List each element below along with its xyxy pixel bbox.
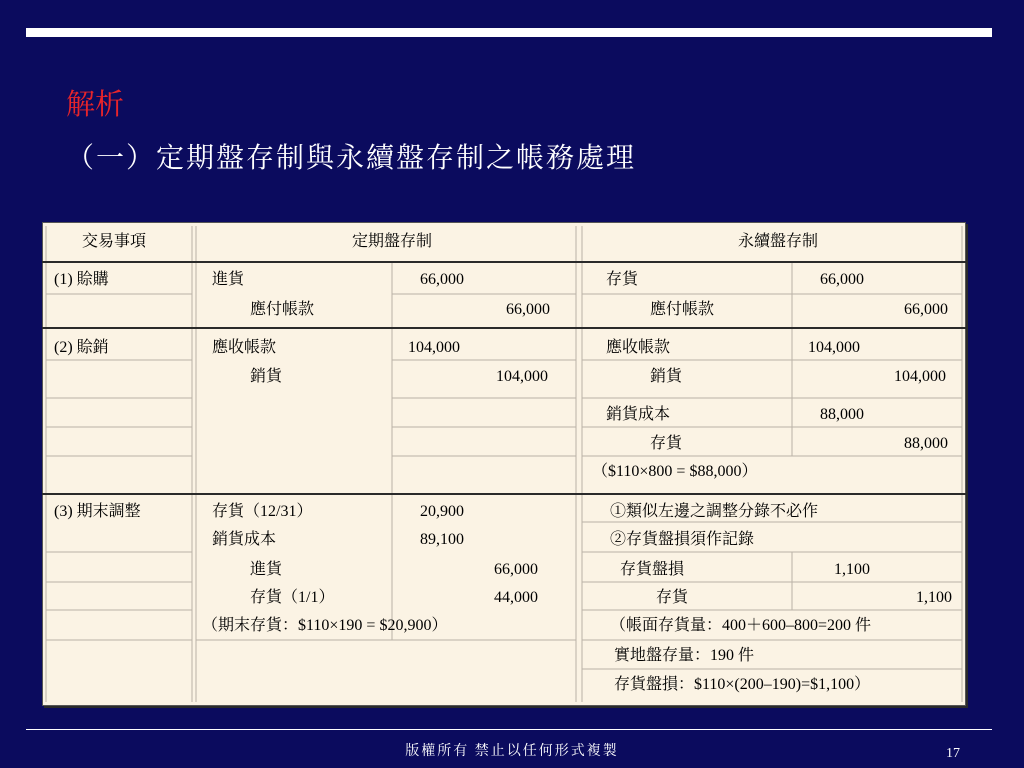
page-subtitle: （一）定期盤存制與永續盤存制之帳務處理 [66, 143, 637, 174]
r3-periodic-line3-amount: 66,000 [494, 561, 538, 578]
r3-periodic-line4-amount: 44,000 [494, 589, 538, 606]
event-1: (1) 賒購 [54, 271, 109, 288]
r3-periodic-line1-amount: 20,900 [420, 503, 464, 520]
r1-periodic-credit-account: 應付帳款 [250, 301, 315, 318]
r2-perpetual-debit-amount: 104,000 [808, 339, 860, 356]
r2-periodic-credit-account: 銷貨 [250, 368, 283, 385]
r1-perpetual-credit-account: 應付帳款 [650, 301, 715, 318]
r2-cogs-account: 銷貨成本 [606, 406, 671, 423]
r2-cogs-amount: 88,000 [820, 406, 864, 423]
page-number: 17 [946, 746, 960, 761]
r3-perpetual-credit-account: 存貨 [656, 589, 689, 606]
header-periodic: 定期盤存制 [352, 233, 433, 250]
r2-periodic-debit-account: 應收帳款 [212, 339, 277, 356]
event-3: (3) 期末調整 [54, 503, 141, 520]
r3-perpetual-line1: ①類似左邊之調整分錄不必作 [610, 503, 819, 520]
r3-periodic-line3-account: 進貨 [250, 561, 283, 578]
r3-perpetual-note2: 實地盤存量：190 件 [614, 647, 755, 664]
r1-periodic-debit-account: 進貨 [212, 271, 245, 288]
r3-periodic-line1-account: 存貨（12/31） [212, 503, 313, 520]
r3-perpetual-credit-amount: 1,100 [916, 589, 952, 606]
r1-perpetual-debit-amount: 66,000 [820, 271, 864, 288]
r1-perpetual-credit-amount: 66,000 [904, 301, 948, 318]
r2-perpetual-debit-account: 應收帳款 [606, 339, 671, 356]
r2-periodic-debit-amount: 104,000 [408, 339, 460, 356]
r3-perpetual-debit-account: 存貨盤損 [620, 561, 685, 578]
header-perpetual: 永續盤存制 [738, 233, 819, 250]
r2-inventory-account: 存貨 [650, 435, 683, 452]
r3-periodic-line4-account: 存貨（1/1） [250, 589, 335, 606]
page-title: 解析 [66, 89, 125, 121]
header-event: 交易事項 [82, 233, 147, 250]
event-2: (2) 賒銷 [54, 339, 109, 356]
r2-periodic-credit-amount: 104,000 [496, 368, 548, 385]
r3-perpetual-debit-amount: 1,100 [834, 561, 870, 578]
r3-perpetual-note3: 存貨盤損：$110×(200–190)=$1,100） [614, 676, 871, 693]
r3-periodic-note: （期末存貨：$110×190 = $20,900） [202, 617, 448, 634]
copyright-notice: 版權所有 禁止以任何形式複製 [405, 744, 619, 759]
journal-table [42, 222, 966, 706]
r2-inventory-amount: 88,000 [904, 435, 948, 452]
r3-perpetual-note1: （帳面存貨量：400＋600–800=200 件 [610, 617, 872, 634]
r2-perpetual-credit-amount: 104,000 [894, 368, 946, 385]
r1-periodic-debit-amount: 66,000 [420, 271, 464, 288]
r3-periodic-line2-account: 銷貨成本 [212, 531, 277, 548]
footer-rule [26, 729, 992, 730]
r2-cost-note: （$110×800 = $88,000） [592, 463, 758, 480]
r3-periodic-line2-amount: 89,100 [420, 531, 464, 548]
top-rule [26, 28, 992, 37]
r1-periodic-credit-amount: 66,000 [506, 301, 550, 318]
r3-perpetual-line2: ②存貨盤損須作記錄 [610, 531, 755, 548]
r1-perpetual-debit-account: 存貨 [606, 271, 639, 288]
r2-perpetual-credit-account: 銷貨 [650, 368, 683, 385]
